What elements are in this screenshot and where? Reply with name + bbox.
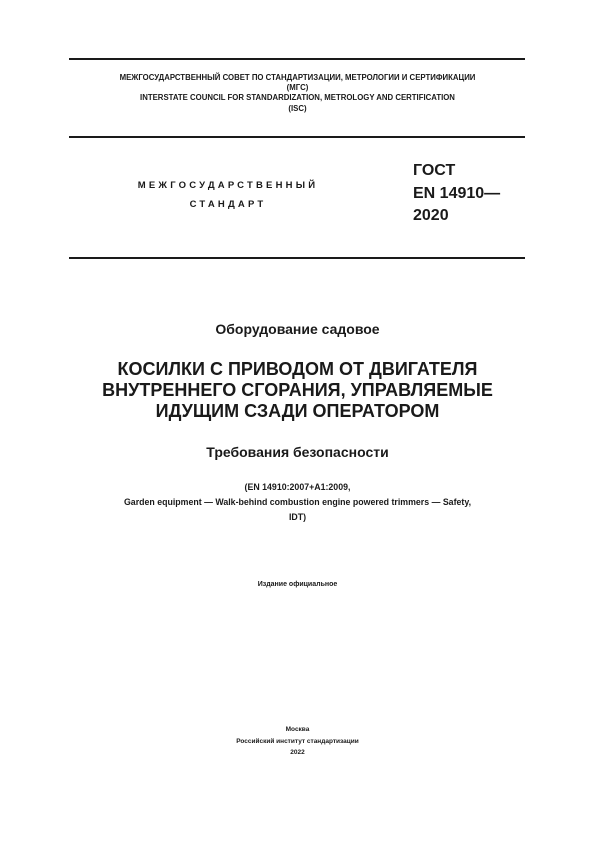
designation-year: 2020	[413, 207, 449, 224]
imprint	[20, 724, 575, 759]
imprint-city: Москва	[285, 726, 310, 733]
designation-number: EN 14910—	[413, 184, 501, 202]
reference-line3: IDT)	[288, 512, 307, 522]
council-name-ru: МЕЖГОСУДАРСТВЕННЫЙ СОВЕТ ПО СТАНДАРТИЗАЦИИ, МЕТРОЛОГИИ И СЕРТИФИКАЦИИ	[119, 73, 476, 82]
imprint-publisher: Российский институт стандартизации	[236, 737, 359, 745]
imprint-year: 2022	[290, 749, 305, 756]
standard-type	[90, 176, 366, 214]
standard-type-line2: СТАНДАРТ	[189, 199, 267, 210]
title-line2: ВНУТРЕННЕГО СГОРАНИЯ, УПРАВЛЯЕМЫЕ	[102, 380, 493, 400]
council-name-en: INTERSTATE COUNCIL FOR STANDARDIZATION, METROLOGY AND CERTIFICATION	[140, 93, 455, 103]
council-abbr-ru: (МГС)	[286, 83, 309, 93]
council-divider	[69, 136, 525, 138]
title-line1: КОСИЛКИ С ПРИВОДОМ ОТ ДВИГАТЕЛЯ	[117, 359, 478, 379]
council-abbr-en: (ISC)	[288, 103, 307, 113]
top-rule	[69, 58, 525, 60]
international-reference	[20, 480, 575, 525]
document-subtitle: Требования безопасности	[206, 444, 389, 460]
standard-type-line1: МЕЖГОСУДАРСТВЕННЫЙ	[137, 180, 319, 191]
reference-line1: (EN 14910:2007+A1:2009,	[244, 482, 351, 492]
designation-prefix: ГОСТ	[413, 162, 456, 179]
document-title	[20, 359, 575, 422]
document-subject: Оборудование садовое	[215, 321, 380, 337]
council-header	[40, 73, 555, 114]
official-edition: Издание официальное	[257, 581, 338, 588]
reference-line2: Garden equipment — Walk-behind combustion engine powered trimmers — Safety,	[123, 497, 472, 507]
designation-divider	[69, 257, 525, 259]
standard-designation	[413, 160, 500, 228]
title-line3: ИДУЩИМ СЗАДИ ОПЕРАТОРОМ	[155, 401, 440, 421]
